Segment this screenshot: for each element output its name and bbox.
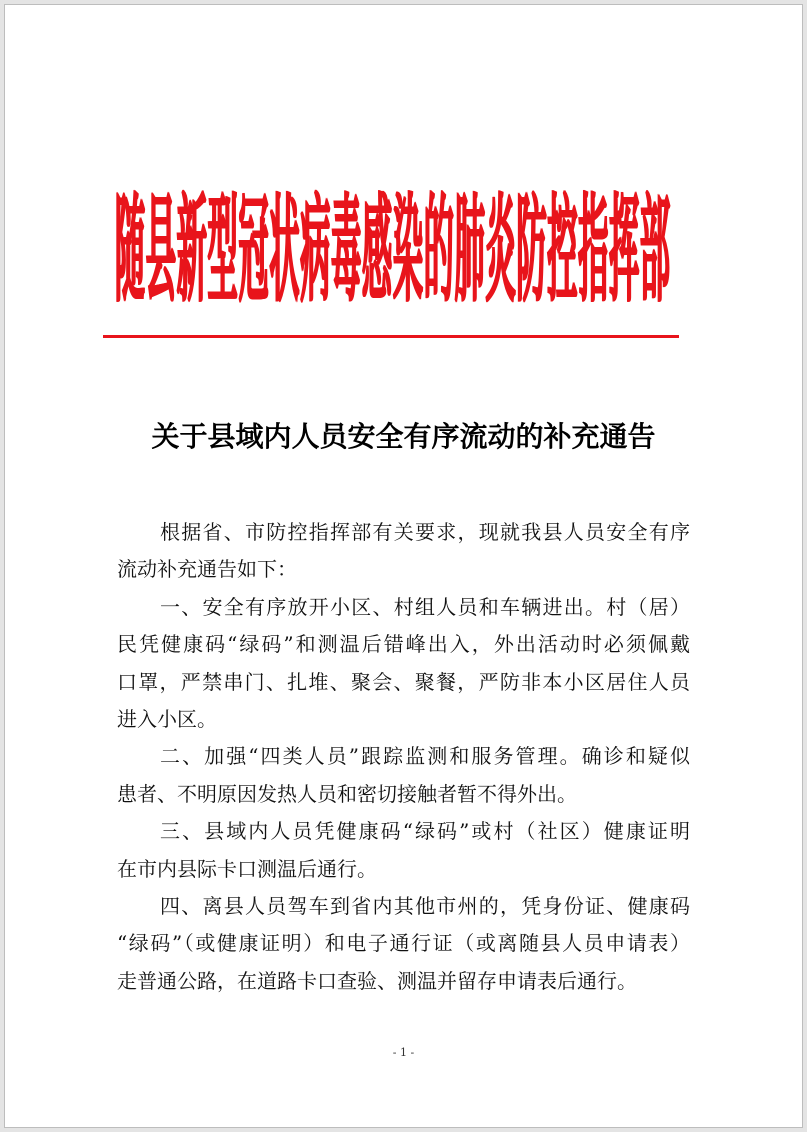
paragraph-line: 进入小区。 xyxy=(117,706,217,731)
paragraph-line: “绿码”（或健康证明）和电子通行证（或离随县人员申请表） xyxy=(117,931,690,956)
paragraph-line: 一、安全有序放开小区、村组人员和车辆进出。村（居） xyxy=(160,594,690,619)
red-divider-line xyxy=(103,335,679,338)
page-number: - 1 - xyxy=(392,1046,415,1059)
notice-title: 关于县域内人员安全有序流动的补充通告 xyxy=(151,420,656,453)
paragraph-item-4 xyxy=(117,888,690,1000)
paragraph-item-3 xyxy=(117,813,690,888)
paragraph-line: 走普通公路，在道路卡口查验、测温并留存申请表后通行。 xyxy=(117,968,637,993)
paragraph-item-1 xyxy=(117,589,690,739)
issuer-red-header: 随县新型冠状病毒感染的肺炎防控指挥部 xyxy=(115,185,670,322)
paragraph-line: 口罩，严禁串门、扎堆、聚会、聚餐，严防非本小区居住人员 xyxy=(117,669,690,694)
paragraph-line: 根据省、市防控指挥部有关要求，现就我县人员安全有序 xyxy=(160,520,690,544)
paragraph-line: 三、县域内人员凭健康码“绿码”或村（社区）健康证明 xyxy=(160,819,690,844)
paragraph-line: 四、离县人员驾车到省内其他市州的，凭身份证、健康码 xyxy=(160,893,690,918)
paragraph-line: 民凭健康码“绿码”和测温后错峰出入，外出活动时必须佩戴 xyxy=(117,632,690,657)
paragraph-intro xyxy=(117,514,690,589)
paragraph-line: 患者、不明原因发热人员和密切接触者暂不得外出。 xyxy=(117,781,577,806)
paragraph-item-2 xyxy=(117,738,690,813)
paragraph-line: 二、加强“四类人员”跟踪监测和服务管理。确诊和疑似 xyxy=(160,744,690,769)
notice-body xyxy=(117,514,690,1000)
paragraph-line: 流动补充通告如下： xyxy=(117,557,297,582)
paragraph-line: 在市内县际卡口测温后通行。 xyxy=(117,856,377,881)
